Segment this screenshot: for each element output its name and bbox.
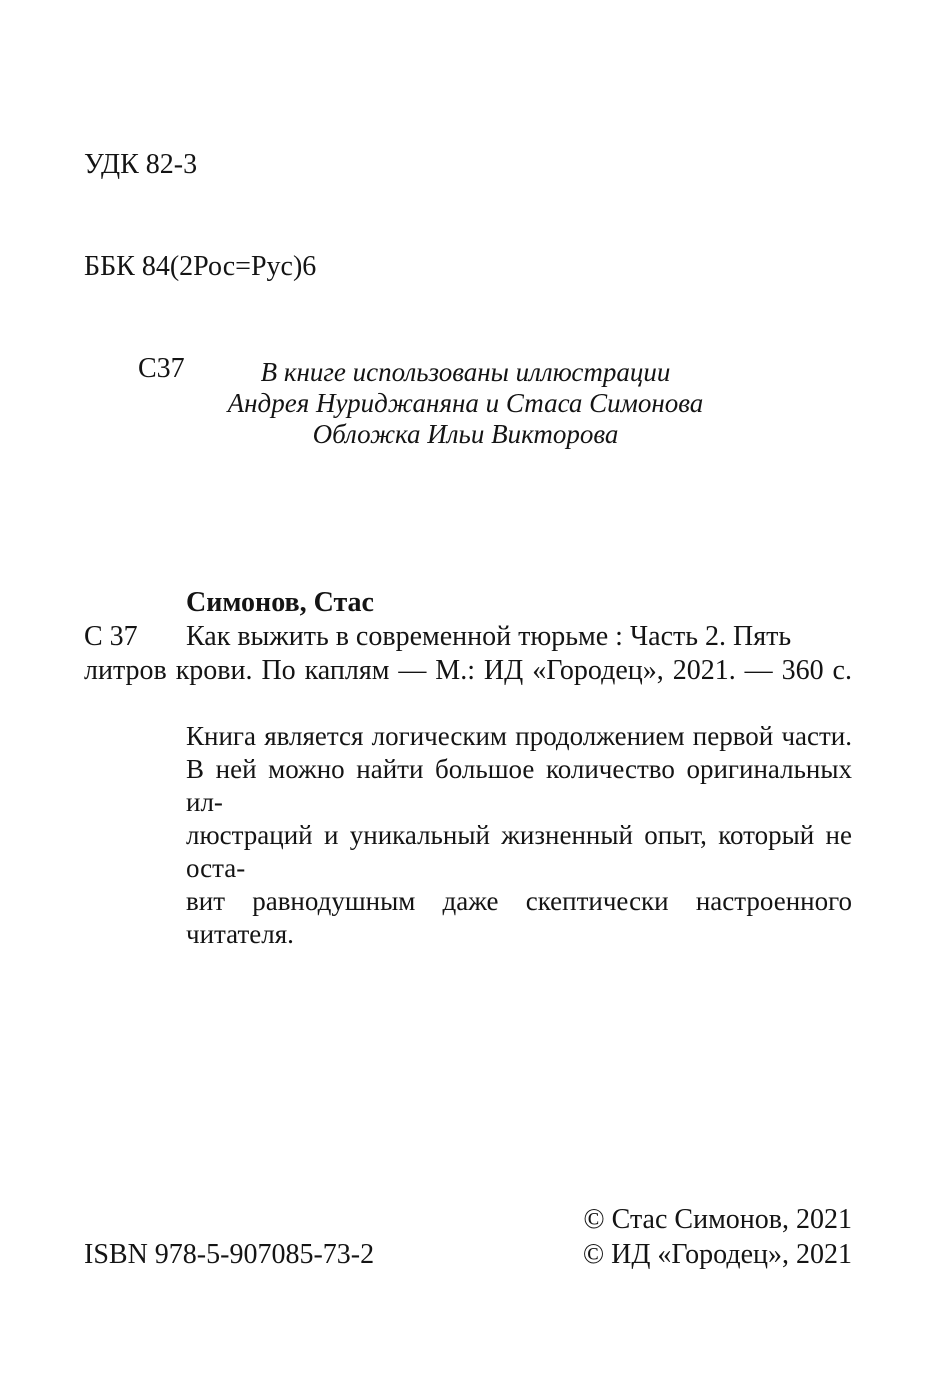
bbk-code: ББК 84(2Рос=Рус)6 xyxy=(84,251,317,282)
annotation-line-2: В ней можно найти большое количество оригинальных ил- xyxy=(186,754,852,817)
copyright-block xyxy=(583,1202,852,1272)
annotation-paragraph xyxy=(186,720,852,951)
copyright-publisher: © ИД «Городец», 2021 xyxy=(582,1239,852,1270)
credits-line-2: Андрея Нуриджаняна и Стаса Симонова xyxy=(227,388,704,418)
catalog-code: С 37 xyxy=(84,621,138,652)
udc-code: УДК 82-3 xyxy=(84,149,198,180)
catalog-title-text: Как выжить в современной тюрьме : Часть 2. Пять xyxy=(186,621,792,652)
annotation-line-1: Книга является логическим продолжением первой части. xyxy=(186,721,852,751)
catalog-entry xyxy=(84,586,852,688)
annotation-line-3: люстраций и уникальный жизненный опыт, который не оста- xyxy=(186,820,852,883)
isbn-number: ISBN 978-5-907085-73-2 xyxy=(84,1239,375,1270)
catalog-title-line-2: литров крови. По каплям — М.: ИД «Городец», 2021. — 360 с. xyxy=(84,655,852,686)
credits-line-3: Обложка Ильи Викторова xyxy=(312,419,619,449)
annotation-line-4: вит равнодушным даже скептически настроенного читателя. xyxy=(186,886,852,949)
copyright-author: © Стас Симонов, 2021 xyxy=(583,1204,852,1235)
catalog-title-line-1 xyxy=(84,620,852,654)
illustration-credits xyxy=(0,357,931,450)
author-sign-code: С37 xyxy=(138,353,185,384)
catalog-author: Симонов, Стас xyxy=(186,587,374,618)
credits-line-1: В книге использованы иллюстрации xyxy=(260,357,671,387)
